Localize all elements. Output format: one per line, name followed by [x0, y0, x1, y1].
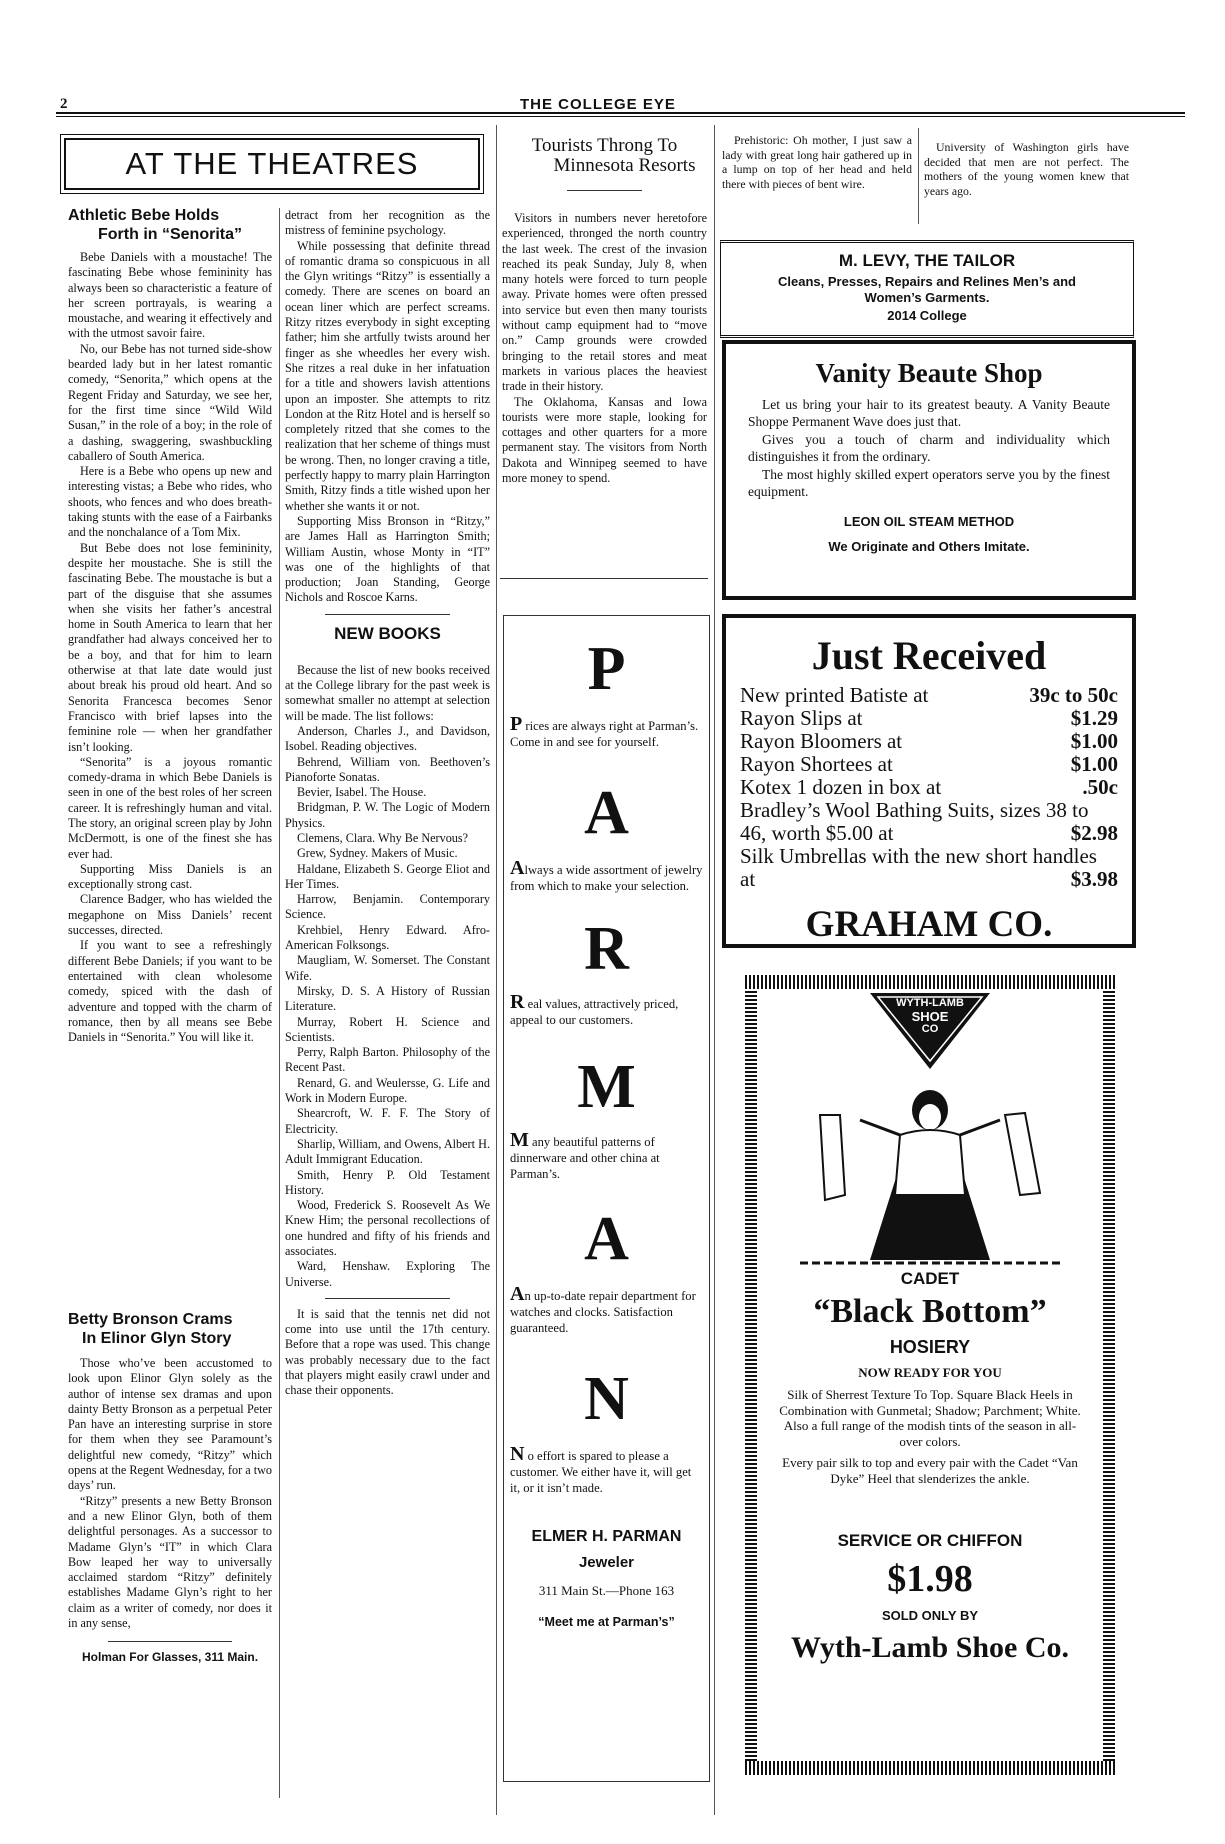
divider: [325, 1298, 450, 1299]
bebe-paragraph: Supporting Miss Daniels is an exceptionally strong cast.: [68, 861, 272, 892]
parman-block: [510, 1443, 703, 1496]
item-price: $2.98: [1070, 821, 1118, 845]
parman-letter: A: [584, 779, 629, 847]
item-name: Kotex 1 dozen in box at: [740, 775, 942, 799]
wyth-description: [775, 1387, 1085, 1486]
bebe-paragraph: Here is a Bebe who opens up new and interesting vistas; a Bebe who rides, who shoots, who fences and who does breath-taking stunts with the ease of a Fairbanks and the nonchalance of a Tom Mix.: [68, 464, 272, 540]
now-ready: NOW READY FOR YOU: [858, 1365, 1002, 1380]
item-price: $3.98: [1070, 867, 1118, 891]
betty-continued: While possessing that definite thread of romantic drama so conspicuous in all the Glyn writings “Ritzy” is essentially a comedy. There are scenes on board an ocean liner which are perfect screams. Ritzy ritzes everybody in sight excepting father; him she artfully twists around her finger as she wheedles her every wish. She ritzes a real duke in her infatuation for a title and showers lavish attentions upon an imposter. She attempts to ritz London at the Ritz Hotel and is herself so completely ritzed that she comes to the realization that her scheme of things must be wrong. Then, no longer craving a title, perfectly happy to marry plain Harrington Smith, Ritzy finds a title wished upon her whether she wants it or not.: [285, 238, 490, 513]
betty-headline-line2: In Elinor Glyn Story: [82, 1330, 232, 1347]
theatres-banner: [64, 138, 480, 190]
item-price: 39c to 50c: [1029, 683, 1118, 707]
theatres-banner-text: AT THE THEATRES: [125, 146, 419, 181]
column-rule: [714, 125, 715, 1815]
new-books-intro: Because the list of new books received at the College library for the past week is somewhat smaller no attempt at selection will be made. The list follows:: [285, 662, 490, 723]
book-entry: Bridgman, P. W. The Logic of Modern Physics.: [285, 800, 490, 830]
item-name: Rayon Slips at: [740, 706, 863, 730]
book-entry: Ward, Henshaw. Exploring The Universe.: [285, 1259, 490, 1289]
parman-ad: [503, 615, 710, 1782]
item-name: Rayon Shortees at: [740, 752, 893, 776]
item-name: Silk Umbrellas with the new short handles: [740, 844, 1097, 868]
parman-text: rices are always right at Parman’s. Come in and see for yourself.: [510, 719, 699, 749]
parman-dropcap: A: [510, 1283, 525, 1305]
betty-continued: Supporting Miss Bronson in “Ritzy,” are James Hall as Harrington Smith; William Austin, whose Monty in “IT” was one of the highlights of that production; Joan Standing, George Nichols and Roscoe Karns.: [285, 513, 490, 605]
graham-title: Just Received: [811, 633, 1047, 678]
divider: [500, 578, 708, 579]
graham-item: [740, 845, 1118, 868]
new-books-heading: NEW BOOKS: [334, 623, 441, 643]
hatch-border: [1103, 989, 1115, 1761]
header-rule: [56, 112, 1185, 114]
logo-line: SHOE: [911, 1009, 949, 1024]
tennis-item: It is said that the tennis net did not come into use until the 17th century. Before that a rope was used. This change was probably necessary due to the fact that players might easily crawl under and chase their opponents.: [285, 1306, 490, 1398]
bebe-paragraph: Clarence Badger, who has wielded the megaphone on Miss Daniels’ recent successes, directed.: [68, 892, 272, 938]
book-entry: Renard, G. and Weulersse, G. Life and Work in Modern Europe.: [285, 1075, 490, 1106]
bebe-headline: [68, 206, 272, 244]
column-rule: [279, 208, 280, 1798]
graham-item: [740, 753, 1118, 776]
betty-continued: detract from her recognition as the mistress of feminine psychology.: [285, 208, 490, 238]
item-price: $1.00: [1070, 752, 1118, 776]
logo-line: CO: [921, 1023, 939, 1035]
parman-text: o effort is spared to please a customer. We either have it, will get it, or it isn’t made.: [510, 1449, 692, 1495]
book-entry: Shearcroft, W. F. F. The Story of Electricity.: [285, 1106, 490, 1136]
hatch-border: [745, 989, 757, 1761]
item-price: $1.29: [1070, 706, 1118, 730]
service-chiffon: SERVICE OR CHIFFON: [837, 1531, 1023, 1550]
parman-name: ELMER H. PARMAN: [531, 1528, 682, 1545]
graham-item: [740, 684, 1118, 707]
divider: [325, 614, 450, 615]
item-name: New printed Batiste at: [740, 683, 929, 707]
column-3: [502, 136, 707, 486]
book-entry: Haldane, Elizabeth S. George Eliot and Her Times.: [285, 861, 490, 891]
wyth-paragraph: Silk of Sherrest Texture To Top. Square Black Heels in Combination with Gunmetal; Shadow; Parchment; White. Also a full range of the modish tints of the season in all-over colors.: [779, 1387, 1081, 1449]
column-2: [285, 208, 490, 1399]
column-rule: [496, 125, 497, 1815]
graham-ad: [722, 614, 1136, 948]
parman-letter: N: [584, 1365, 629, 1433]
item-name: at: [740, 867, 756, 891]
levy-name: M. LEVY, THE TAILOR: [838, 251, 1016, 270]
wyth-price: $1.98: [887, 1558, 973, 1600]
tourists-paragraph: The Oklahoma, Kansas and Iowa tourists were more staple, looking for cottages and other quarters for a more permanent stay. The visitors from North Dakota and Winnipeg seemed to have more money to spend.: [502, 394, 707, 486]
betty-headline-line1: Betty Bronson Crams: [68, 1311, 233, 1328]
wyth-store-name: Wyth-Lamb Shoe Co.: [790, 1631, 1070, 1664]
graham-item: [740, 822, 1118, 845]
book-entry: Maugliam, W. Somerset. The Constant Wife.: [285, 953, 490, 983]
book-entry: Perry, Ralph Barton. Philosophy of the Recent Past.: [285, 1045, 490, 1075]
bebe-paragraph: But Bebe does not lose femininity, despite her moustache. She is still the fascinating Bebe. The moustache is but a part of the disguise that she assumes when she visits her father’s ancestral home in South America to learn that her grandfather had always conceived her to be a boy, and that for him to learn otherwise at that late date would just about break his proud old heart. And so Senorita Francesca becomes Senor Francisco with brief lapses into the feminine role — when her grandfather isn’t looking.: [68, 540, 272, 754]
logo-text: [870, 997, 990, 1036]
bebe-headline-line2: Forth in “Senorita”: [98, 226, 242, 243]
parman-block: [510, 857, 703, 894]
book-entry: Clemens, Clara. Why Be Nervous?: [297, 830, 469, 845]
bebe-paragraph: “Senorita” is a joyous romantic comedy-drama in which Bebe Daniels is seen in one of the best roles of her screen career. It is refreshingly human and vital. The story, an original screen play by John McDermott, is one of the finest she has ever had.: [68, 754, 272, 861]
item-name: Bradley’s Wool Bathing Suits, sizes 38 to: [740, 798, 1089, 822]
book-entry: Anderson, Charles J., and Davidson, Isobel. Reading objectives.: [285, 723, 490, 754]
vanity-title: Vanity Beaute Shop: [815, 358, 1043, 388]
graham-store: GRAHAM CO.: [805, 904, 1053, 945]
parman-text: n up-to-date repair department for watches and clocks. Satisfaction guaranteed.: [510, 1289, 696, 1335]
parman-address: 311 Main St.—Phone 163: [538, 1583, 675, 1598]
washington-item: [924, 140, 1129, 198]
header-rule-thin: [56, 116, 1185, 117]
vanity-paragraph: Let us bring your hair to its greatest beauty. A Vanity Beaute Shoppe Permanent Wave does just that.: [748, 397, 1110, 429]
vanity-paragraph: The most highly skilled expert operators serve you by the finest equipment.: [748, 467, 1110, 499]
newspaper-title: THE COLLEGE EYE: [520, 96, 676, 113]
wyth-paragraph: Every pair silk to top and every pair with the Cadet “Van Dyke” Heel that slenderizes the ankle.: [782, 1455, 1078, 1486]
book-entry: Grew, Sydney. Makers of Music.: [297, 846, 458, 861]
parman-letter: P: [587, 635, 626, 703]
levy-services: Cleans, Presses, Repairs and Relines Men’s and Women’s Garments.: [778, 274, 1076, 305]
parman-dropcap: P: [510, 713, 523, 735]
graham-item: [740, 707, 1118, 730]
book-entry: Mirsky, D. S. A History of Russian Literature.: [285, 983, 490, 1014]
hatch-border: [745, 1761, 1115, 1775]
book-entry: Harrow, Benjamin. Contemporary Science.: [285, 892, 490, 922]
column-1: [68, 206, 272, 1045]
cadet-label: CADET: [900, 1269, 960, 1288]
washington-text: University of Washington girls have decided that men are not perfect. The mothers of the young women knew that years ago.: [924, 140, 1129, 198]
page-number: 2: [60, 96, 68, 112]
vanity-method: LEON OIL STEAM METHOD: [843, 514, 1015, 529]
hatch-border: [745, 975, 1115, 989]
book-entry: Bevier, Isabel. The House.: [297, 785, 427, 800]
betty-headline: [68, 1310, 272, 1348]
parman-dropcap: R: [510, 991, 525, 1013]
divider: [567, 190, 642, 191]
prehistoric-item: [722, 133, 912, 191]
levy-ad: [720, 240, 1134, 338]
parman-block: [510, 1129, 703, 1182]
black-bottom-title: “Black Bottom”: [813, 1293, 1047, 1330]
book-entry: Krehbiel, Henry Edward. Afro-American Folksongs.: [285, 922, 490, 953]
book-list: [285, 724, 490, 1290]
bebe-paragraph: No, our Bebe has not turned side-show bearded lady but in her latest romantic comedy, “Senorita,” which opens at the Regent Friday and Saturday, we see her, for the first time since “Wild Wild Susan,” in the role of a boy; in the role of a dashing, swaggering, swashbuckling caballero of South America.: [68, 341, 272, 463]
tourists-headline-line1: Tourists Throng To: [531, 135, 678, 156]
graham-item: [740, 868, 1118, 891]
book-entry: Smith, Henry P. Old Testament History.: [285, 1167, 490, 1197]
logo-line: WYTH-LAMB: [896, 997, 964, 1009]
graham-item: [740, 730, 1118, 753]
parman-text: lways a wide assortment of jewelry from which to make your selection.: [510, 863, 703, 893]
parman-block: [510, 1283, 703, 1336]
column-1-lower: [68, 1310, 272, 1666]
bebe-paragraph: If you want to see a refreshingly different Bebe Daniels; if you want to be entertained with clean wholesome comedy, spiced with the dash of adventure and topped with the charm of romance, then by all means see Bebe Daniels in “Senorita.” You will like it.: [68, 938, 272, 1045]
parman-block: [510, 991, 703, 1028]
parman-block: [510, 713, 703, 750]
book-entry: Wood, Frederick S. Roosevelt As We Knew Him; the personal recollections of one hundred and fifty of his friends and associates.: [285, 1198, 490, 1258]
prehistoric-text: Prehistoric: Oh mother, I just saw a lady with great long hair gathered up in a lump on top of her head and held there with pieces of bent wire.: [722, 133, 912, 191]
item-name: Rayon Bloomers at: [740, 729, 903, 753]
graham-item: [740, 776, 1118, 799]
item-name: 46, worth $5.00 at: [740, 821, 894, 845]
tourists-paragraph: Visitors in numbers never heretofore experienced, thronged the north country the last week. The crest of the invasion reached its peak Sunday, July 8, when many hotels were forced to turn people away. Private homes were often pressed into service but even then many tourists without camp equipment had to “move on.” Camp grounds were crowded bringing to the retail stores and meat markets in various places the heaviest trade in their history.: [502, 211, 707, 394]
tourists-headline: [502, 136, 707, 176]
vanity-paragraph: Gives you a touch of charm and individuality which distinguishes it from the ordinary.: [748, 432, 1110, 464]
parman-title: Jeweler: [578, 1554, 635, 1571]
hosiery-illustration: [800, 1075, 1060, 1265]
parman-letter: R: [584, 915, 629, 983]
bebe-paragraph: Bebe Daniels with a moustache! The fascinating Bebe whose femininity has always been so characteristic a feature of her screen portrayals, is wearing a moustache, and wearing it effectively and with the utmost savoir faire.: [68, 250, 272, 341]
book-entry: Murray, Robert H. Science and Scientists.: [285, 1014, 490, 1044]
parman-dropcap: A: [510, 857, 525, 879]
column-rule: [918, 128, 919, 224]
levy-address: 2014 College: [887, 308, 967, 323]
item-price: .50c: [1082, 775, 1118, 799]
parman-dropcap: N: [510, 1443, 525, 1465]
parman-text: any beautiful patterns of dinnerware and other china at Parman’s.: [510, 1135, 660, 1181]
parman-letter: A: [584, 1205, 629, 1273]
wyth-lamb-ad: [745, 975, 1115, 1775]
tourists-headline-line2: Minnesota Resorts: [553, 155, 696, 176]
betty-paragraph: “Ritzy” presents a new Betty Bronson and a new Elinor Glyn, both of them delightful personages. As a successor to Madame Glyn’s “IT” in which Clara Bow leaped her way to universally acclaimed stardom “Ritzy” definitely establishes Madame Glyn’s right to her claim as a writer of comedy, nor does it in any sense,: [68, 1493, 272, 1631]
betty-paragraph: Those who’ve been accustomed to look upon Elinor Glyn solely as the author of intense sex dramas and upon dainty Betty Bronson as a perpetual Peter Pan have an interesting surprise in store for them when they see Paramount’s delightful new comedy, “Ritzy” which opens at the Regent Wednesday, for a two days’ run.: [68, 1356, 272, 1493]
bebe-headline-line1: Athletic Bebe Holds: [68, 207, 220, 224]
graham-item: [740, 799, 1118, 822]
book-entry: Sharlip, William, and Owens, Albert H. Adult Immigrant Education.: [285, 1136, 490, 1167]
sold-only-by: SOLD ONLY BY: [881, 1608, 979, 1623]
vanity-tagline: We Originate and Others Imitate.: [828, 539, 1030, 554]
item-price: $1.00: [1070, 729, 1118, 753]
parman-slogan: “Meet me at Parman’s”: [538, 1615, 675, 1629]
parman-text: eal values, attractively priced, appeal to our customers.: [510, 997, 679, 1027]
parman-letter: M: [577, 1053, 636, 1121]
divider: [108, 1641, 232, 1642]
holman-ad: Holman For Glasses, 311 Main.: [81, 1650, 259, 1665]
hosiery-label: HOSIERY: [889, 1337, 971, 1357]
vanity-ad: [722, 340, 1136, 600]
parman-dropcap: M: [510, 1129, 529, 1151]
book-entry: Behrend, William von. Beethoven’s Pianoforte Sonatas.: [285, 754, 490, 784]
